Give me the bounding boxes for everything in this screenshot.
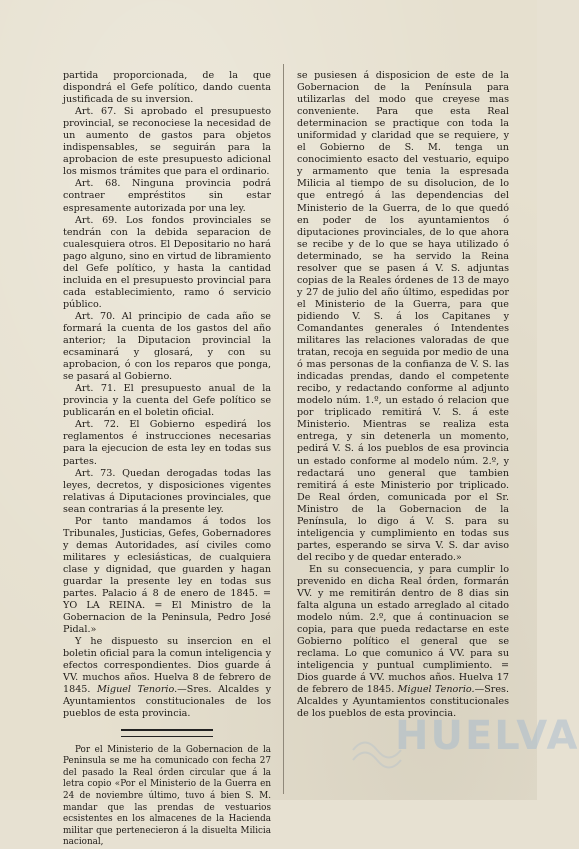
article-68: Art. 68. Ninguna provincia podrá contraer empréstitos sin estar espresamente autorizada por una ley. — [63, 178, 271, 214]
section-separator — [121, 729, 213, 737]
enactment-clause: Por tanto mandamos á todos los Tribunales, Justicias, Gefes, Gobernadores y demas Autoridades, así civiles como militares y eclesiásticas, de cualquiera clase y dignidad, que guarden y hagan guardar la presente ley en todas sus partes. Palacio á 8 de enero de 1845. = YO LA REINA. = El Ministro de la Gobernacion de la Peninsula, Pedro José Pidal.» — [63, 515, 271, 636]
article-67: Art. 67. Si aprobado el presupuesto provincial, se reconociese la necesidad de un aumento de gastos para objetos indispensables, se seguirán para la aprobacion de este presupuesto adicional los mismos trámites que para el ordinario. — [63, 106, 271, 178]
signature-tenorio-2: Miguel Tenorio. — [397, 684, 475, 696]
addressees-1: —Sres. Alcaldes y Ayuntamientos constitucionales de los pueblos de esta provincia. — [63, 684, 271, 720]
insertion-notice — [63, 636, 271, 720]
article-71: Art. 71. El presupuesto anual de la provincia y la cuenta del Gefe político se publicarán en el boletin oficial. — [63, 383, 271, 419]
article-69: Art. 69. Los fondos provinciales se tendrán con la debida separacion de cualesquiera otros. El Depositario no hará pago alguno, sino en virtud de libramiento del Gefe político, y hasta la cantidad incluida en el presupuesto provincial para cada establecimiento, ramo ó servicio público. — [63, 214, 271, 310]
article-73: Art. 73. Quedan derogadas todas las leyes, decretos, y disposiciones vigentes relativas á Diputaciones provinciales, que sean contrarias á la presente ley. — [63, 467, 271, 515]
article-70: Art. 70. Al principio de cada año se formará la cuenta de los gastos del año anterior; la Diputacion provincial la ecsaminará y glosará, y con su aprobacion, ó con los reparos que ponga, se pasará al Gobierno. — [63, 310, 271, 383]
column-rule — [283, 64, 284, 794]
right-column — [297, 70, 509, 721]
consequence-text: En su consecuencia, y para cumplir lo prevenido en dicha Real órden, formarán VV. y me remitirán dentro de 8 dias sin falta alguna un estado arreglado al citado modelo núm. 2.º, que á continuacion se copia, para que pueda redactarse en este Gobierno político el general que se reclama. Lo que comunico á VV. para su inteligencia y puntual cumplimiento. = Dios guarde á VV. muchos años. Huelva 17 de febrero de 1845. — [297, 563, 509, 696]
insertion-text: Y he dispuesto su insercion en el boletin oficial para la comun inteligencia y efectos correspondientes. Dios guarde á VV. muchos años. Huelva 8 de febrero de 1845. — [63, 636, 271, 696]
article-72: Art. 72. El Gobierno espedirá los reglamentos é instrucciones necesarias para la ejecucion de esta ley en todas sus partes. — [63, 419, 271, 467]
signature-tenorio-1: Miguel Tenorio. — [97, 684, 178, 696]
paragraph-budget-end: partida proporcionada, de la que dispondrá el Gefe político, dando cuenta justificada de su inversion. — [63, 70, 271, 106]
addressees-2: —Sres. Alcaldes y Ayuntamientos constitucionales de los pueblos de esta provincia. — [297, 684, 509, 720]
left-column — [63, 70, 271, 849]
circular-order-intro: Por el Ministerio de la Gobernacion de la Peninsula se me ha comunicado con fecha 27 del pasado la Real órden circular que á la letra copio «Por el Ministerio de la Guerra en 24 de noviembre último, tuvo á bien S. M. mandar que las prendas de vestuarios ecsistentes en los almacenes de la Hacienda militar que pertenecieron á la disuelta Milicia nacional, — [63, 744, 271, 848]
consequence-paragraph — [297, 564, 509, 721]
watermark-text: HUELVA — [395, 713, 579, 759]
royal-order-text: se pusiesen á disposicion de este de la Gobernacion de la Península para utilizarlas del modo que creyese mas conveniente. Para que esta Real determinacion se practique con toda la uniformidad y claridad que se requiere, y el Gobierno de S. M. tenga un conocimiento esacto del vestuario, equipo y armamento que tenia la espresada Milicia al tiempo de su disolucion, de lo que entregó á las dependencias del Ministerio de la Guerra, de lo que quedó en poder de los ayuntamientos ó diputaciones provinciales, de lo que ahora se recibe y de lo que se haya utilizado ó determinado, se ha servido la Reina resolver que se pasen á V. S. adjuntas copias de la Reales órdenes de 13 de mayo y 27 de julio del año último, espedidas por el Ministerio de la Guerra, para que pidiendo V. S. á los Capitanes y Comandantes generales ó Intendentes militares las relaciones valoradas de que tratan, recoja en seguida por medio de una ó mas personas de la confianza de V. S. las indicadas prendas, dando el competente recibo, y redactando conforme al adjunto modelo núm. 1.º, un estado ó relacion que por triplicado remitirá V. S. á este Ministerio. Mientras se realiza esta entrega, y sin detenerla un momento, pedirá V. S. á los pueblos de esa provincia un estado conforme al modelo núm. 2.º, y redactará uno general que tambien remitirá á este Ministerio por triplicado. De Real órden, comunicada por el Sr. Ministro de la Gobernacion de la Península, lo digo á V. S. para su inteligencia y cumplimiento en todas sus partes, esperando se sirva V. S. dar aviso del recibo y de quedar enterado.» — [297, 70, 509, 563]
